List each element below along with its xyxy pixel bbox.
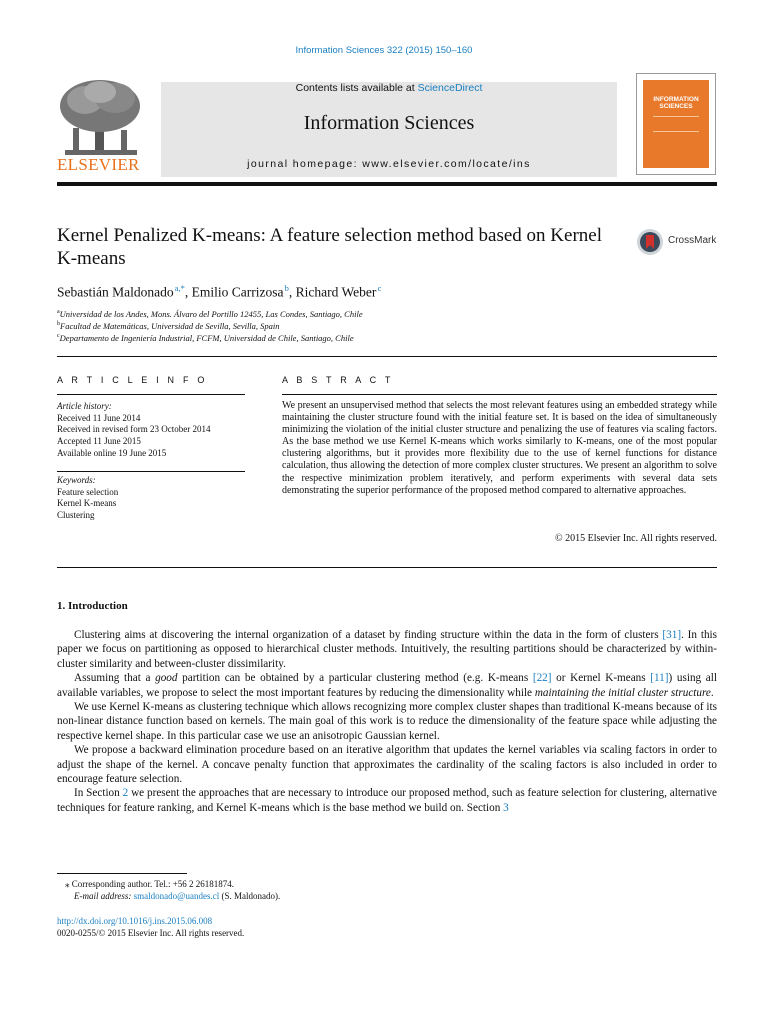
cover-decoration: [653, 116, 699, 132]
text-run: Clustering aims at discovering the internal organization of a dataset by finding structure within the data in the form of clusters: [74, 629, 663, 641]
section-link[interactable]: 3: [503, 801, 509, 814]
journal-title: Information Sciences: [303, 112, 475, 134]
email-note: [57, 891, 717, 903]
paragraph: [57, 671, 717, 700]
keywords-label: Keywords:: [57, 475, 96, 485]
publisher-wordmark: ELSEVIER: [57, 155, 140, 174]
divider: [57, 394, 245, 395]
affiliation: [57, 309, 363, 319]
history-label: Article history:: [57, 401, 112, 411]
divider: [57, 471, 245, 472]
history-item: Received in revised form 23 October 2014: [57, 424, 211, 435]
author-name: Sebastián Maldonado: [57, 284, 174, 300]
abstract-text: We present an unsupervised method that selects the most relevant features using an embedded strategy while maintaining the cluster structure found with the initial feature set. It is based on the idea of simultaneously minimizing the violation of the initial cluster structure and penalizing the use of features via scaling factors. As the base method we use Kernel K-means which works similarly to K-means, one of the most popular clustering algorithms, but it provides more flexibility due to the use of kernel functions for distance calculation, thus allowing the detection of more complex cluster structures. We present an algorithm to solve the respective minimization problem iteratively, and perform experiments with several data sets demonstrating the superior performance of the proposed method compared to alternative approaches.: [282, 400, 717, 496]
article-history: [57, 401, 245, 460]
text-run: .: [710, 686, 714, 699]
paragraph: [57, 786, 717, 815]
paragraph: [57, 628, 717, 671]
affiliation-mark: c: [57, 333, 60, 340]
emphasis: maintaining the initial cluster structure: [534, 686, 711, 699]
sciencedirect-link[interactable]: ScienceDirect: [417, 82, 483, 94]
abstract-copyright: © 2015 Elsevier Inc. All rights reserved.: [554, 533, 717, 544]
footnote-mark: ⁎: [65, 879, 70, 889]
citation-link[interactable]: [11]: [650, 672, 669, 685]
citation-link[interactable]: [31]: [662, 629, 682, 641]
keywords: [57, 475, 245, 522]
history-item: Received 11 June 2014: [57, 412, 141, 423]
section-link[interactable]: 2: [122, 787, 129, 800]
homepage-link[interactable]: www.elsevier.com/locate/ins: [362, 158, 531, 170]
header-rule: [57, 182, 717, 186]
issn-line: 0020-0255/© 2015 Elsevier Inc. All rights reserved.: [57, 928, 245, 938]
text-run: Assuming that a: [74, 672, 156, 685]
divider: [57, 567, 717, 568]
affiliation-text: Departamento de Ingeniería Industrial, FCFM, Universidad de Chile, Santiago, Chile: [59, 333, 354, 343]
crossmark-badge[interactable]: [636, 228, 726, 258]
text-run: partition can be obtained by a particular clustering method (e.g. K-means: [177, 672, 533, 685]
journal-reference[interactable]: Information Sciences 322 (2015) 150–160: [295, 45, 473, 56]
cover-title: INFORMATION SCIENCES: [653, 96, 699, 110]
emphasis: good: [155, 672, 178, 685]
text-run: ) using all available variables, we propose to select the most important features by reducing the dimensionality while: [57, 672, 717, 699]
affiliation-mark: a: [57, 309, 60, 316]
crossmark-icon: [636, 228, 664, 256]
author-affiliation-mark[interactable]: a,*: [174, 283, 185, 293]
keyword: Clustering: [57, 510, 95, 521]
affiliation: [57, 321, 280, 331]
corresponding-author-note: [57, 879, 717, 891]
author-name: Emilio Carrizosa: [191, 284, 284, 300]
text-run: . In this paper we focus on partitioning as opposed to hierarchical cluster methods. Intuitively, the resulting partitions should be characterized by within-cluster similarity and between-cluster dissimilarity.: [57, 629, 717, 670]
footnote-text: Corresponding author. Tel.: +56 2 26181874.: [71, 879, 235, 889]
affiliation-text: Universidad de los Andes, Mons. Álvaro del Portillo 12455, Las Condes, Santiago, Chile: [59, 309, 363, 319]
contents-prefix: Contents lists available at: [295, 82, 418, 94]
author-affiliation-mark[interactable]: b: [284, 283, 289, 293]
email-label: E-mail address:: [74, 891, 134, 901]
tree-icon: [55, 78, 147, 158]
paper-title: Kernel Penalized K-means: A feature selection method based on Kernel K-means: [57, 225, 602, 269]
abstract-label: A B S T R A C T: [282, 375, 394, 385]
keyword: Feature selection: [57, 486, 119, 497]
affiliation-text: Facultad de Matemáticas, Universidad de Sevilla, Sevilla, Spain: [60, 321, 280, 331]
history-item: Accepted 11 June 2015: [57, 436, 141, 447]
contents-line: [161, 82, 617, 94]
divider: [282, 394, 717, 395]
homepage-prefix: journal homepage:: [247, 158, 363, 170]
author-name: Richard Weber: [295, 284, 377, 300]
email-link[interactable]: smaldonado@uandes.cl: [133, 891, 220, 901]
text-run: or Kernel K-means: [551, 672, 651, 685]
journal-cover[interactable]: [636, 73, 716, 175]
divider: [57, 356, 717, 357]
citation-link[interactable]: [22]: [532, 672, 552, 685]
cover-image: [643, 80, 709, 168]
introduction-body: [57, 628, 717, 815]
crossmark-label: CrossMark: [668, 235, 717, 246]
article-info-label: A R T I C L E I N F O: [57, 375, 208, 385]
paragraph: We use Kernel K-means as clustering technique which allows recognizing more complex cluster shapes than traditional K-means because of its non-linear distance function based on kernels. The main goal of this work is to reduce the dimensionality of the feature space while adjusting the respective kernel shape. In this particular case we use an anisotropic Gaussian kernel.: [57, 701, 717, 742]
text-run: we present the approaches that are necessary to introduce our proposed method, such as feature selection for clustering, alternative techniques for feature ranking, and Kernel K-means which is the base method we build on. Section: [57, 787, 717, 814]
history-item: Available online 19 June 2015: [57, 447, 167, 458]
keyword: Kernel K-means: [57, 498, 117, 509]
author-affiliation-mark[interactable]: c: [377, 283, 382, 293]
footnote-text: (S. Maldonado).: [219, 891, 281, 901]
section-heading: 1. Introduction: [57, 600, 128, 612]
affiliation: [57, 333, 354, 343]
footnote-rule: [57, 873, 187, 874]
affiliation-mark: b: [57, 321, 60, 328]
journal-homepage: [161, 158, 617, 170]
elsevier-logo: [55, 78, 147, 176]
text-run: In Section: [74, 787, 123, 800]
author-list: Sebastián Maldonado $^{a,*}$, Emilio Carrizosa $^b$, Richard Weber $^c$: [57, 283, 382, 300]
doi-link[interactable]: http://dx.doi.org/10.1016/j.ins.2015.06.008: [57, 916, 213, 926]
paragraph: We propose a backward elimination procedure based on an iterative algorithm that updates the kernel variables via scaling factors in order to adjust the shape of the kernel. A concave penalty function that approximates the cardinality of the scaling factors is also included in order to encourage feature selection.: [57, 744, 717, 786]
